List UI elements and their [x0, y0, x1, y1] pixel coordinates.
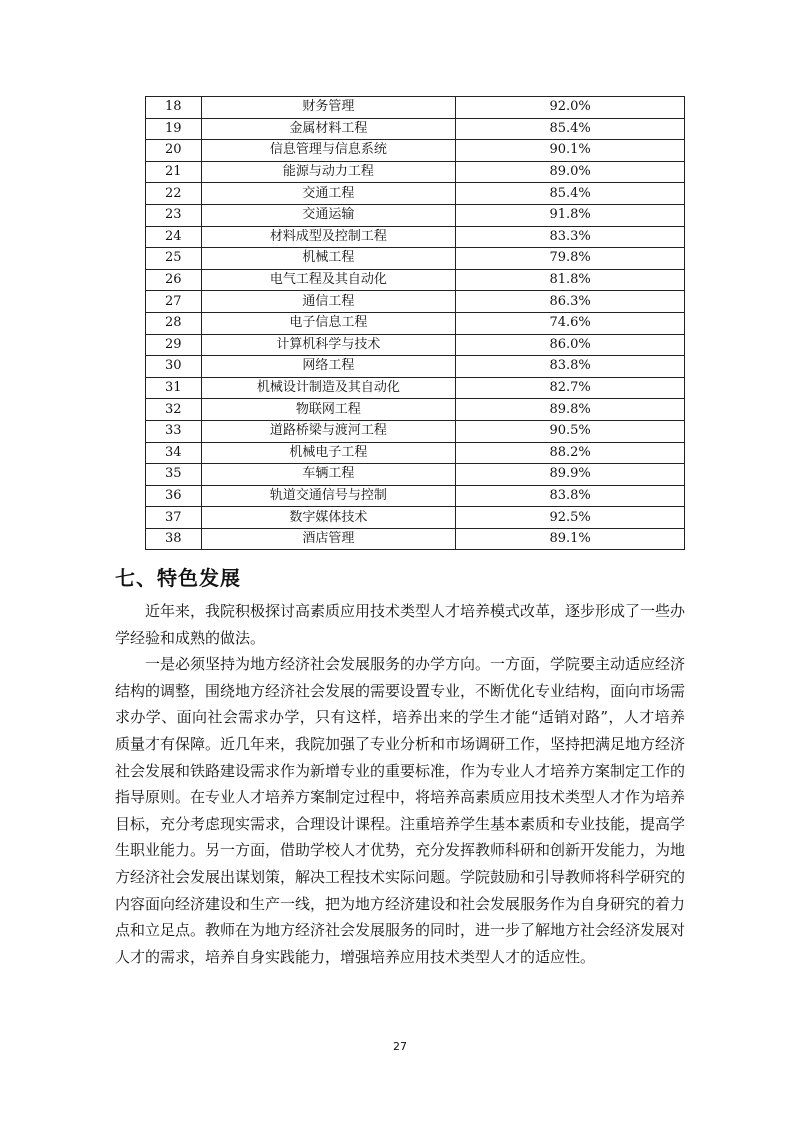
major-name-cell: 机械工程	[201, 248, 456, 270]
major-name-cell: 机械设计制造及其自动化	[201, 377, 456, 399]
row-number-cell: 29	[146, 334, 202, 356]
rate-cell: 81.8%	[456, 269, 685, 291]
row-number-cell: 26	[146, 269, 202, 291]
table-row	[146, 507, 685, 529]
major-name-cell: 材料成型及控制工程	[201, 226, 456, 248]
row-number-cell: 19	[146, 118, 202, 140]
rate-cell: 91.8%	[456, 204, 685, 226]
table-row	[146, 118, 685, 140]
major-name-cell: 电子信息工程	[201, 312, 456, 334]
major-name-cell: 轨道交通信号与控制	[201, 485, 456, 507]
major-name-cell: 酒店管理	[201, 528, 456, 550]
table-row	[146, 464, 685, 486]
table-body	[146, 97, 685, 550]
row-number-cell: 34	[146, 442, 202, 464]
rate-cell: 86.0%	[456, 334, 685, 356]
major-name-cell: 网络工程	[201, 356, 456, 378]
row-number-cell: 31	[146, 377, 202, 399]
rate-cell: 83.8%	[456, 356, 685, 378]
table-row	[146, 528, 685, 550]
row-number-cell: 22	[146, 183, 202, 205]
table-row	[146, 97, 685, 119]
major-name-cell: 电气工程及其自动化	[201, 269, 456, 291]
rate-cell: 89.9%	[456, 464, 685, 486]
row-number-cell: 30	[146, 356, 202, 378]
table-row	[146, 334, 685, 356]
table-row	[146, 204, 685, 226]
major-name-cell: 机械电子工程	[201, 442, 456, 464]
rate-cell: 85.4%	[456, 183, 685, 205]
row-number-cell: 23	[146, 204, 202, 226]
section-body	[115, 598, 685, 970]
rate-cell: 79.8%	[456, 248, 685, 270]
row-number-cell: 37	[146, 507, 202, 529]
row-number-cell: 25	[146, 248, 202, 270]
major-rate-table	[145, 96, 685, 550]
major-name-cell: 通信工程	[201, 291, 456, 313]
major-name-cell: 财务管理	[201, 97, 456, 119]
paragraph-first-point: 一是必须坚持为地方经济社会发展服务的办学方向。一方面，学院要主动适应经济结构的调整，围绕地方经济社会发展的需要设置专业，不断优化专业结构，面向市场需求办学、面向社会需求办学，只有这样，培养出来的学生才能“适销对路”，人才培养质量才有保障。近几年来，我院加强了专业分析和市场调研工作，坚持把满足地方经济社会发展和铁路建设需求作为新增专业的重要标准，作为专业人才培养方案制定工作的指导原则。在专业人才培养方案制定过程中，将培养高素质应用技术类型人才作为培养目标，充分考虑现实需求，合理设计课程。注重培养学生基本素质和专业技能，提高学生职业能力。另一方面，借助学校人才优势，充分发挥教师科研和创新开发能力，为地方经济社会发展出谋划策，解决工程技术实际问题。学院鼓励和引导教师将科学研究的内容面向经济建设和生产一线，把为地方经济建设和社会发展服务作为自身研究的着力点和立足点。教师在为地方经济社会发展服务的同时，进一步了解地方社会经济发展对人才的需求，培养自身实践能力，增强培养应用技术类型人才的适应性。	[115, 655, 686, 966]
section-heading: 七、特色发展	[115, 566, 241, 590]
rate-cell: 74.6%	[456, 312, 685, 334]
major-name-cell: 金属材料工程	[201, 118, 456, 140]
major-name-cell: 交通工程	[201, 183, 456, 205]
row-number-cell: 20	[146, 140, 202, 162]
rate-cell: 90.1%	[456, 140, 685, 162]
table-row	[146, 161, 685, 183]
page-number: 27	[393, 1040, 407, 1053]
table-row	[146, 183, 685, 205]
rate-cell: 90.5%	[456, 420, 685, 442]
row-number-cell: 32	[146, 399, 202, 421]
rate-cell: 88.2%	[456, 442, 685, 464]
row-number-cell: 33	[146, 420, 202, 442]
major-name-cell: 能源与动力工程	[201, 161, 456, 183]
row-number-cell: 35	[146, 464, 202, 486]
row-number-cell: 27	[146, 291, 202, 313]
table-row	[146, 312, 685, 334]
rate-cell: 89.0%	[456, 161, 685, 183]
major-name-cell: 数字媒体技术	[201, 507, 456, 529]
row-number-cell: 28	[146, 312, 202, 334]
major-name-cell: 道路桥梁与渡河工程	[201, 420, 456, 442]
table-row	[146, 356, 685, 378]
major-name-cell: 物联网工程	[201, 399, 456, 421]
table-row	[146, 377, 685, 399]
table-row	[146, 140, 685, 162]
rate-cell: 86.3%	[456, 291, 685, 313]
table-row	[146, 442, 685, 464]
rate-cell: 92.5%	[456, 507, 685, 529]
table-row	[146, 248, 685, 270]
paragraph-intro: 近年来，我院积极探讨高素质应用技术类型人才培养模式改革，逐步形成了一些办学经验和成熟的做法。	[115, 602, 686, 647]
rate-cell: 85.4%	[456, 118, 685, 140]
rate-cell: 83.3%	[456, 226, 685, 248]
row-number-cell: 38	[146, 528, 202, 550]
row-number-cell: 36	[146, 485, 202, 507]
rate-cell: 89.8%	[456, 399, 685, 421]
table-row	[146, 420, 685, 442]
row-number-cell: 21	[146, 161, 202, 183]
row-number-cell: 18	[146, 97, 202, 119]
table-row	[146, 269, 685, 291]
table-row	[146, 485, 685, 507]
rate-cell: 83.8%	[456, 485, 685, 507]
rate-cell: 89.1%	[456, 528, 685, 550]
table-row	[146, 399, 685, 421]
table-row	[146, 291, 685, 313]
row-number-cell: 24	[146, 226, 202, 248]
major-name-cell: 信息管理与信息系统	[201, 140, 456, 162]
major-name-cell: 交通运输	[201, 204, 456, 226]
rate-cell: 92.0%	[456, 97, 685, 119]
table-row	[146, 226, 685, 248]
rate-cell: 82.7%	[456, 377, 685, 399]
major-name-cell: 车辆工程	[201, 464, 456, 486]
major-name-cell: 计算机科学与技术	[201, 334, 456, 356]
